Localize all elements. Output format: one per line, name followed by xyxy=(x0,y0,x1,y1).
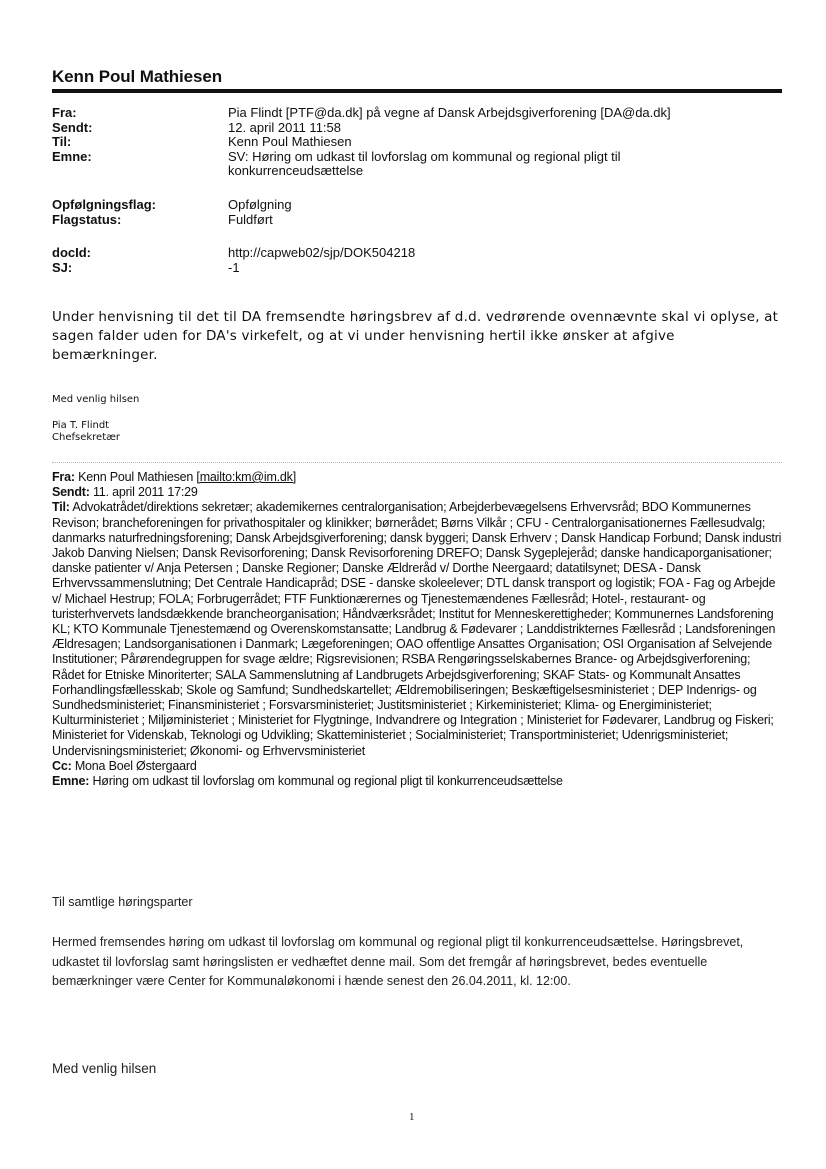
reply-body: Under henvisning til det til DA fremsendte høringsbrev af d.d. vedrørende ovennævnte skal vi oplyse, at sagen falder uden for DA's virkefelt, og at vi under henvisning hertil ikke ønsker at afgive bemærkninger. xyxy=(52,309,779,363)
fwd-from-label: Fra: xyxy=(52,470,75,484)
fwd-subject-label: Emne: xyxy=(52,774,90,789)
flagstatus-label: Flagstatus: xyxy=(52,211,122,227)
flag-label: Opfølgningsflag: xyxy=(52,197,156,212)
fwd-cc-label: Cc: xyxy=(52,758,72,773)
fwd-to-value: Advokatrådet/direktions sekretær; akademikernes centralorganisation; Arbejderbevægelsens Erhvervsråd; BDO Kommunernes Revison; brancheforeningen for privathospitaler og klinikker; børnerådet; Børns Vilkår ; CFU - Centralorganisationernes Fællesudvalg; danmarks naturfredningsforening; Dansk Arbejdsgiverforening; dansk byggeri; Dansk Erhverv ; Dansk Handicap Forbund; Dansk industri Jakob Danving Nielsen; Dansk Revisorforening; Dansk Revisorforening DREFO; Dansk Sygeplejeråd; danske handicaporganisationer; danske patienter v/ Anja Petersen ; Danske Regioner; Danske Ældreråd v/ Dorthe Neergaard; datatilsynet; DESA - Dansk Erhvervssammenslutning; Det Centrale Handicapråd; DSE - danske skoleelever; DTL dansk transport og logistik; FOA - Fag og Arbejde v/ Michael Hestrup; FOLA; Forbrugerrådet; FTF Funktionærernes og Tjenestemændenes Fællesråd; Hotel-, restaurant- og turisterhvervets landsdækkende brancheorganisation; Håndværksrådet; Institut for Menneskerettigheder; Kommunernes Landsforening KL; KTO Kommunale Tjenestemænd og Overenskomstansatte; Landbrug & Fødevarer ; Landdistrikternes Fællesråd ; Landsforeningen Ældresagen; Landsorganisationen i Danmark; Lægeforeningen; OAO offentlige Ansattes Organisation; OSI Organisation af Selvejende Institutioner; Pårørendegruppen for svage ældre; Rigsrevisionen; RSBA Rengøringsselskabernes Brance- og Arbejdsgiverforening; Rådet for Etniske Minoriterter; SALA Sammenslutning af Landbrugets Arbejdsgiverforening; SKAF Stats- og Kommunalt Ansattes Forhandlingsfællesskab; Skole og Samfund; Sundhedskartellet; Ældremobiliseringen; Beskæftigelsesministeriet ; DEP Indenrigs- og Sundhedsministeriet; Finansministeriet ; Forsvarsministeriet; Justitsministeriet ; Kirkeministeriet; Klima- og Energiministeriet; Kulturministeriet ; Miljøministeriet ; Ministeriet for Flygtninge, Indvandrere og Integration ; Ministeriet for Fødevarer, Landbrug og Fiskeri; Ministeriet for Videnskab, Teknologi og Udvikling; Skatteministeriet ; Socialministeriet; Transportministeriet; Udenrigsministeriet; Undervisningsministeriet; Økonomi- og Erhvervsministeriet xyxy=(52,500,782,758)
fwd-cc-value: Mona Boel Østergaard xyxy=(74,758,197,773)
flag-value: Opfølgning xyxy=(228,197,292,212)
reply-greeting: Med venlig hilsen xyxy=(52,394,140,405)
signer-title: Chefsekretær xyxy=(52,432,121,443)
subject-value: SV: Høring om udkast til lovforslag om kommunal og regional pligt til konkurrenceudsættelse xyxy=(228,148,621,178)
letter-salutation: Til samtlige høringsparter xyxy=(52,895,193,909)
subject-label: Emne: xyxy=(52,148,92,164)
fwd-subject-line xyxy=(52,774,782,789)
to-value: Kenn Poul Mathiesen xyxy=(228,134,352,149)
fwd-cc-line xyxy=(52,759,782,774)
fwd-from-line xyxy=(52,470,782,485)
docid-value: http://capweb02/sjp/DOK504218 xyxy=(228,245,416,260)
sj-label: SJ: xyxy=(52,259,73,275)
sent-value: 12. april 2011 11:58 xyxy=(228,119,341,135)
fwd-subject-value: Høring om udkast til lovforslag om kommunal og regional pligt til konkurrenceudsættelse xyxy=(92,774,563,789)
to-label: Til: xyxy=(52,134,72,149)
flagstatus-value: Fuldført xyxy=(228,211,273,227)
separator-dotted xyxy=(52,462,782,463)
forwarded-message xyxy=(52,470,782,789)
fwd-sent-line xyxy=(52,485,782,500)
from-value: Pia Flindt [PTF@da.dk] på vegne af Dansk Arbejdsgiverforening [DA@da.dk] xyxy=(228,105,671,120)
page-number: 1 xyxy=(409,1111,415,1123)
fwd-sent-label: Sendt: xyxy=(52,485,90,500)
docid-label: docId: xyxy=(52,245,91,260)
document-owner-name: Kenn Poul Mathiesen xyxy=(52,67,223,86)
fwd-sent-value: 11. april 2011 17:29 xyxy=(92,485,198,500)
sent-label: Sendt: xyxy=(52,119,93,135)
letter-closing: Med venlig hilsen xyxy=(52,1061,157,1076)
fwd-to-label: Til: xyxy=(52,500,70,515)
fwd-from-value: Kenn Poul Mathiesen xyxy=(78,470,194,484)
from-label: Fra: xyxy=(52,105,77,120)
header-rule xyxy=(52,89,782,93)
sj-value: -1 xyxy=(228,259,240,275)
letter-body: Hermed fremsendes høring om udkast til lovforslag om kommunal og regional pligt til konkurrenceudsættelse. Høringsbrevet, udkastet til lovforslag samt høringslisten er vedhæftet denne mail. Som det fremgår af høringsbrevet, bedes eventuelle bemærkninger være Center for Kommunaløkonomi i hænde senest den 26.04.2011, kl. 12:00. xyxy=(52,935,744,988)
fwd-to-line xyxy=(52,500,782,758)
signer-name: Pia T. Flindt xyxy=(52,420,110,431)
fwd-mailto-link[interactable]: [mailto:km@im.dk] xyxy=(196,470,297,484)
